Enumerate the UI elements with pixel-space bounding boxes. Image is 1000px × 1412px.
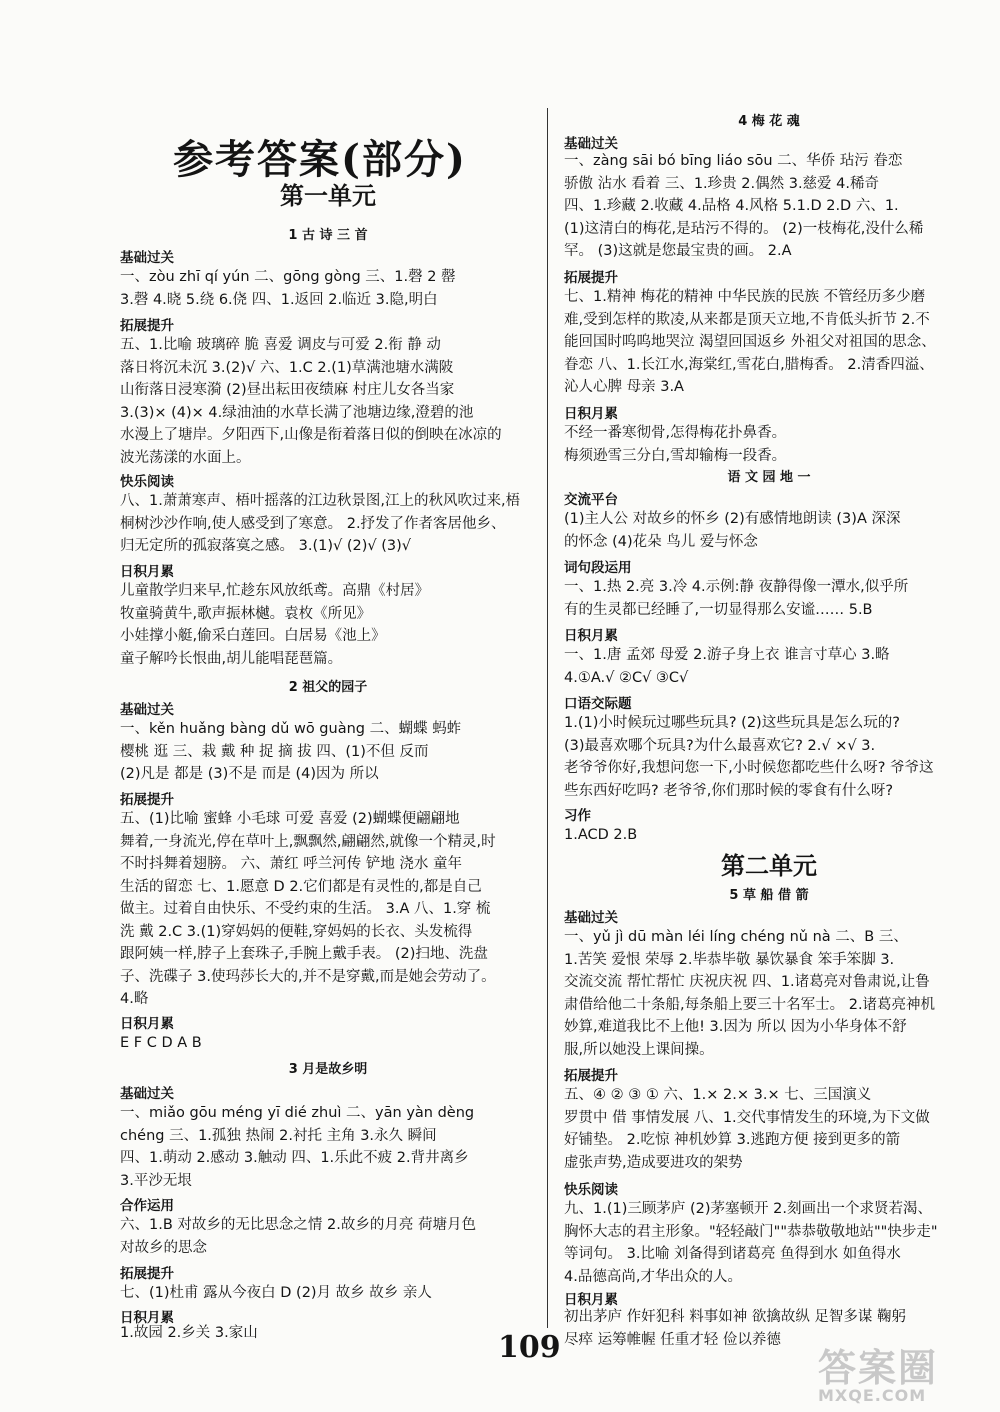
- answer-text: [564, 1198, 938, 1288]
- text-line: 罕。 (3)这就是您最宝贵的画。 2.A: [564, 243, 792, 259]
- section-heading: 日积月累: [120, 1310, 174, 1326]
- text-line: 罗贯中 借 事情发展 八、1.交代事情发生的环境,为下文做: [564, 1109, 930, 1126]
- answer-text: [564, 824, 637, 847]
- text-line: 等词句。 3.比喻 刘备得到诸葛亮 鱼得到水 如鱼得水: [564, 1246, 901, 1262]
- text-line: 五、④ ② ③ ① 六、1.× 2.× 3.× 七、三国演义: [564, 1087, 872, 1103]
- text-line: 4.①A.√ ②C√ ③C√: [564, 669, 689, 686]
- section-heading: 基础过关: [120, 1086, 174, 1102]
- section-heading: 交流平台: [564, 492, 618, 508]
- answer-text: [120, 1282, 432, 1305]
- text-line: 虚张声势,造成要进攻的架势: [564, 1154, 743, 1171]
- answer-text: [564, 644, 890, 689]
- section-heading: 词句段运用: [564, 560, 632, 576]
- text-line: 做主。过着自由快乐、不受约束的生活。 3.A 八、1.穿 梳: [120, 901, 491, 917]
- page-number: 109: [498, 1330, 561, 1365]
- page-title: 参考答案(部分): [173, 136, 467, 183]
- watermark-logo: [818, 1348, 978, 1408]
- text-line: 妙算,难道我比不上他! 3.因为 所以 因为小华身体不舒: [564, 1019, 907, 1035]
- section-heading: 习作: [564, 808, 591, 824]
- text-line: 老爷爷你好,我想问您一下,小时候您都吃些什么呀? 爷爷这: [564, 760, 934, 776]
- text-line: 一、zòu zhī qí yún 二、gōng gòng 三、1.磬 2 罄: [120, 269, 456, 285]
- text-line: 童子解吟长恨曲,胡儿能唱琵琶篇。: [120, 650, 343, 667]
- text-line: 儿童散学归来早,忙趁东风放纸鸢。高鼎《村居》: [120, 583, 430, 599]
- text-line: 六、1.B 对故乡的无比思念之情 2.故乡的月亮 荷塘月色: [120, 1217, 476, 1233]
- answer-text: [120, 808, 496, 1011]
- text-line: 九、1.(1)三顾茅庐 (2)茅塞顿开 2.刻画出一个求贤若渴、: [564, 1201, 932, 1217]
- answer-text: [564, 1306, 906, 1351]
- answer-text: [564, 150, 923, 263]
- text-line: 4.品德高尚,才华出众的人。: [564, 1268, 742, 1285]
- answer-text: [120, 266, 456, 311]
- answer-text: [120, 718, 461, 786]
- section-heading: 基础过关: [120, 702, 174, 718]
- text-line: 肃借给他二十条船,每条船上要三十名军士。 2.诸葛亮神机: [564, 996, 936, 1013]
- text-line: 七、(1)杜甫 露从今夜白 D (2)月 故乡 故乡 亲人: [120, 1285, 432, 1301]
- text-line: 一、yǔ jì dū màn léi líng chéng nǔ nà 二、B 三、: [564, 929, 908, 945]
- lesson-title: 2 祖父的园子: [288, 680, 368, 695]
- text-line: 七、1.精神 梅花的精神 中华民族的民族 不管经历多少磨: [564, 289, 926, 305]
- text-line: 落日将沉未沉 3.(2)√ 六、1.C 2.(1)草满池塘水满陂: [120, 359, 454, 376]
- text-line: 3.(3)× (4)× 4.绿油油的水草长满了池塘边缘,澄碧的池: [120, 404, 474, 421]
- section-heading: 拓展提升: [120, 1266, 174, 1282]
- text-line: 八、1.萧萧寒声、梧叶摇落的江边秋景图,江上的秋风吹过来,梧: [120, 493, 521, 509]
- section-heading: 日积月累: [564, 628, 618, 644]
- text-line: 对故乡的思念: [120, 1239, 207, 1256]
- section-heading: 日积月累: [120, 564, 174, 580]
- answer-text: [564, 926, 935, 1061]
- section-heading: 日积月累: [564, 1292, 618, 1308]
- section-heading: 快乐阅读: [564, 1182, 618, 1198]
- text-line: (3)最喜欢哪个玩具?为什么最喜欢它? 2.√ ×√ 3.: [564, 737, 876, 754]
- section-heading: 日积月累: [120, 1016, 174, 1032]
- section-heading: 基础过关: [564, 910, 618, 926]
- answer-text: [564, 508, 900, 553]
- text-line: E F C D A B: [120, 1035, 202, 1051]
- text-line: 一、1.唐 孟郊 母爱 2.游子身上衣 谁言寸草心 3.略: [564, 647, 890, 663]
- text-line: 3.平沙无垠: [120, 1172, 192, 1189]
- section-heading: 拓展提升: [120, 792, 174, 808]
- text-line: 1.(1)小时候玩过哪些玩具? (2)这些玩具是怎么玩的?: [564, 715, 900, 731]
- text-line: 水漫上了塘岸。夕阳西下,山像是衔着落日似的倒映在冰凉的: [120, 427, 502, 443]
- text-line: 桐树沙沙作响,使人感受到了寒意。 2.抒发了作者客居他乡、: [120, 515, 506, 532]
- text-line: (1)这清白的梅花,是玷污不得的。 (2)一枝梅花,没什么稀: [564, 220, 924, 237]
- answer-text: [564, 712, 934, 802]
- text-line: 牧童骑黄牛,歌声振林樾。袁枚《所见》: [120, 605, 372, 622]
- text-line: 四、1.萌动 2.感动 3.触动 四、1.乐此不疲 2.背井离乡: [120, 1150, 469, 1166]
- watermark-url: MXQE.COM: [818, 1386, 927, 1405]
- answer-text: [120, 580, 429, 670]
- text-line: 不经一番寒彻骨,怎得梅花扑鼻香。: [564, 425, 787, 441]
- unit-title: 第一单元: [280, 181, 376, 210]
- text-line: 四、1.珍藏 2.收藏 4.品格 4.风格 5.1.D 2.D 六、1.: [564, 198, 899, 214]
- text-line: 梅须逊雪三分白,雪却输梅一段香。: [564, 447, 787, 464]
- text-line: 洗 戴 2.C 3.(1)穿妈妈的便鞋,穿妈妈的长衣、头发梳得: [120, 923, 473, 940]
- watermark-text: 答案圈: [818, 1346, 939, 1390]
- text-line: 眷恋 八、1.长江水,海棠红,雪花白,腊梅香。 2.清香四溢、: [564, 356, 934, 373]
- answer-text: [564, 576, 908, 621]
- section-heading: 快乐阅读: [120, 474, 174, 490]
- answer-text: [564, 422, 786, 467]
- text-line: 不时抖舞着翅膀。 六、萧红 呼兰河传 铲地 浇水 童年: [120, 856, 463, 872]
- section-heading: 基础过关: [564, 136, 618, 152]
- answer-text: [120, 1322, 258, 1345]
- text-line: 的怀念 (4)花朵 鸟儿 爱与怀念: [564, 533, 758, 550]
- answer-text: [120, 1102, 474, 1192]
- section-heading: 合作运用: [120, 1198, 174, 1214]
- section-heading: 拓展提升: [564, 1068, 618, 1084]
- lesson-title: 1 古 诗 三 首: [288, 228, 368, 243]
- text-line: 胸怀大志的君主形象。"轻轻敲门""恭恭敬敬地站""快步走": [564, 1223, 938, 1240]
- text-line: 交流交流 帮忙帮忙 庆祝庆祝 四、1.诸葛亮对鲁肃说,让鲁: [564, 974, 930, 990]
- text-line: 五、1.比喻 玻璃碎 脆 喜爱 调皮与可爱 2.衔 静 动: [120, 337, 441, 353]
- answer-text: [120, 334, 502, 469]
- text-line: 3.磬 4.晓 5.绕 6.侥 四、1.返回 2.临近 3.隐,明白: [120, 291, 438, 308]
- lesson-title: 3 月是故乡明: [288, 1062, 368, 1077]
- section-heading: 拓展提升: [120, 318, 174, 334]
- text-line: 骄傲 沾水 看着 三、1.珍贵 2.偶然 3.慈爱 4.稀奇: [564, 175, 879, 192]
- column-divider: [547, 108, 548, 1328]
- section-heading: 日积月累: [564, 406, 618, 422]
- text-line: 一、miǎo gōu méng yī dié zhuì 二、yān yàn dèng: [120, 1105, 475, 1121]
- text-line: 一、kěn huǎng bàng dǔ wō guàng 二、蝴蝶 蚂蚱: [120, 721, 462, 737]
- text-line: 1.ACD 2.B: [564, 827, 638, 843]
- section-heading: 拓展提升: [564, 270, 618, 286]
- lesson-title: 语 文 园 地 一: [727, 470, 811, 485]
- text-line: (2)凡是 都是 (3)不是 而是 (4)因为 所以: [120, 766, 379, 782]
- answer-text: [564, 1084, 930, 1174]
- text-line: 初出茅庐 作奸犯科 料事如神 欲擒故纵 足智多谋 鞠躬: [564, 1309, 907, 1325]
- text-line: 一、zàng sāi bó bīng liáo sōu 二、华侨 玷污 眷恋: [564, 153, 903, 169]
- lesson-title: 5 草 船 借 箭: [729, 888, 809, 903]
- text-line: 子、洗碟子 3.使玛莎长大的,并不是穿戴,而是她会劳动了。: [120, 968, 496, 985]
- text-line: 能回国时呜呜地哭泣 渴望回国返乡 外祖父对祖国的思念、: [564, 334, 936, 350]
- text-line: 生活的留恋 七、1.愿意 D 2.它们都是有灵性的,都是自己: [120, 878, 482, 895]
- text-line: 跟阿姨一样,脖子上套珠子,手腕上戴手表。 (2)扫地、洗盘: [120, 946, 488, 962]
- text-line: 归无定所的孤寂落寞之感。 3.(1)√ (2)√ (3)√: [120, 538, 411, 554]
- text-line: 1.苦笑 爱恨 荣辱 2.毕恭毕敬 暴饮暴食 笨手笨脚 3.: [564, 951, 895, 968]
- answer-text: [564, 286, 936, 399]
- lesson-title: 4 梅 花 魂: [738, 114, 800, 129]
- text-line: 4.略: [120, 991, 149, 1007]
- text-line: 一、1.热 2.亮 3.冷 4.示例:静 夜静得像一潭水,似乎所: [564, 579, 909, 595]
- answer-text: [120, 1214, 476, 1259]
- text-line: 1.故园 2.乡关 3.家山: [120, 1325, 258, 1341]
- text-line: 樱桃 逛 三、栽 戴 种 捉 摘 拔 四、(1)不但 反而: [120, 743, 429, 760]
- text-line: 难,受到怎样的欺凌,从来都是顶天立地,不肯低头折节 2.不: [564, 311, 930, 328]
- answer-text: [120, 1032, 202, 1055]
- unit-title: 第二单元: [721, 851, 817, 880]
- section-heading: 基础过关: [120, 250, 174, 266]
- section-heading: 口语交际题: [564, 696, 632, 712]
- text-line: 小娃撑小艇,偷采白莲回。白居易《池上》: [120, 628, 386, 644]
- text-line: 有的生灵都已经睡了,一切显得那么安谧…… 5.B: [564, 601, 873, 618]
- text-line: 沁人心脾 母亲 3.A: [564, 379, 684, 395]
- text-line: 服,所以她没上课间操。: [564, 1041, 714, 1058]
- text-line: 五、(1)比喻 蜜蜂 小毛球 可爱 喜爱 (2)蝴蝶便翩翩地: [120, 811, 460, 827]
- text-line: (1)主人公 对故乡的怀乡 (2)有感情地朗读 (3)A 深深: [564, 511, 901, 527]
- text-line: 波光荡漾的水面上。: [120, 449, 251, 466]
- text-line: 些东西好吃吗? 老爷爷,你们那时候的零食有什么呀?: [564, 782, 894, 799]
- text-line: 尽瘁 运筹帷幄 任重才轻 俭以养德: [564, 1331, 781, 1348]
- text-line: chéng 三、1.孤独 热闹 2.衬托 主角 3.永久 瞬间: [120, 1127, 437, 1144]
- text-line: 山衔落日浸寒漪 (2)昼出耘田夜绩麻 村庄儿女各当家: [120, 382, 455, 398]
- text-line: 舞着,一身流光,停在草叶上,飘飘然,翩翩然,就像一个精灵,时: [120, 833, 496, 850]
- answer-text: [120, 490, 520, 558]
- text-line: 好铺垫。 2.吃惊 神机妙算 3.逃跑方便 接到更多的箭: [564, 1132, 901, 1148]
